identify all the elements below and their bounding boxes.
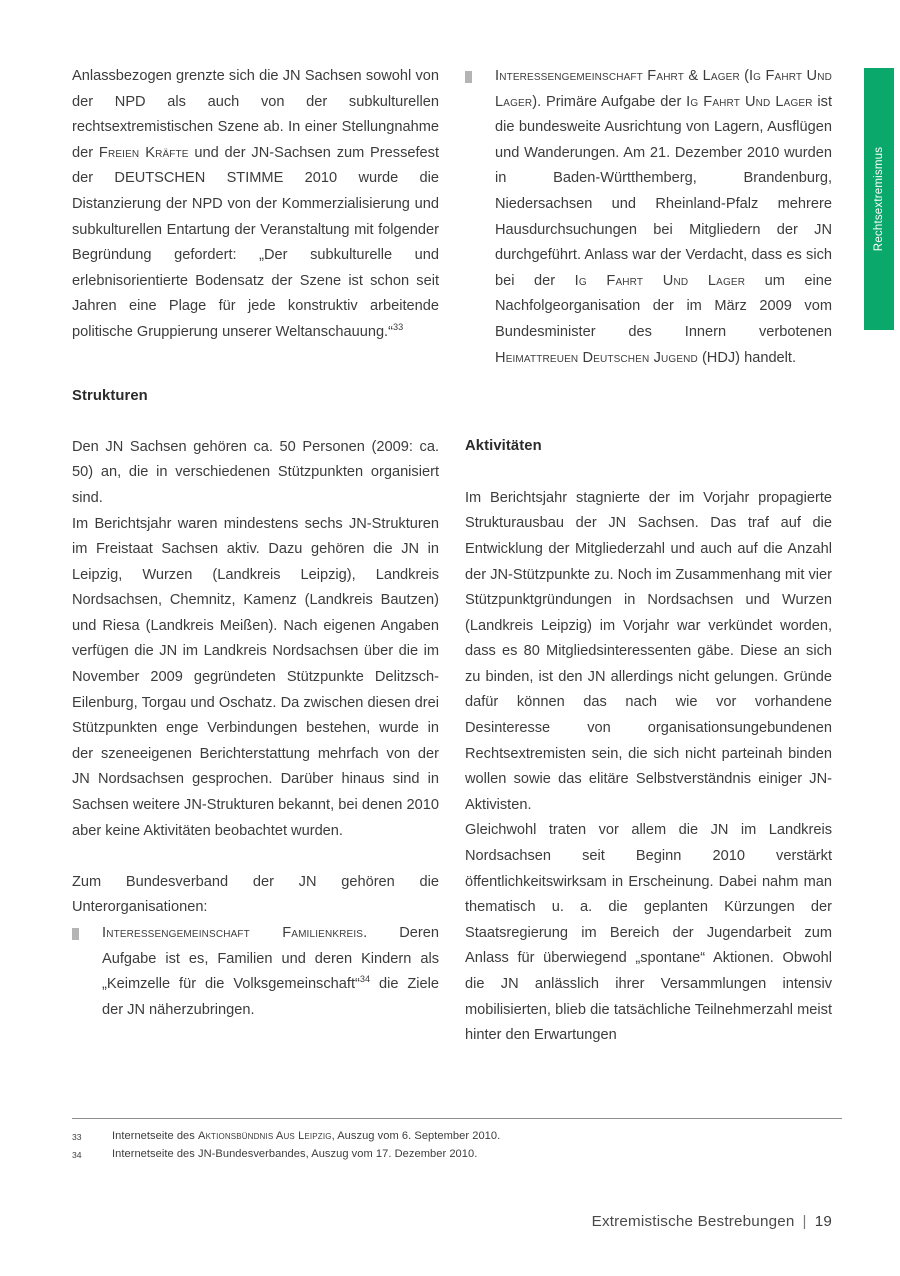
- footnote-34: [72, 1146, 832, 1164]
- page-number: 19: [814, 1213, 832, 1230]
- text-run: . Deren Aufgabe ist es, Familien und deren Kindern als „Keimzelle für die Volksgemeinschaft“: [102, 925, 439, 993]
- two-column-body: [72, 64, 832, 1094]
- text-run: Anlassbezogen grenzte sich die JN Sachsen sowohl von der NPD als auch von der subkulturellen rechtsextremistischen Szene ab. In einer Stellungnahme der: [72, 68, 439, 161]
- heading-strukturen: Strukturen: [72, 387, 148, 404]
- right-column: [465, 64, 832, 1094]
- footnote-divider: [72, 1118, 842, 1119]
- footer-separator: |: [802, 1213, 807, 1230]
- smallcaps-interessengemeinschaft-fahrt-lager: Interessengemeinschaft Fahrt & Lager: [495, 68, 740, 84]
- smallcaps-interessengemeinschaft-familienkreis: Interessengemeinschaft Familienkreis: [102, 925, 364, 941]
- footnote-text: [112, 1128, 500, 1145]
- smallcaps-freien-kraefte: Freien Kräfte: [98, 144, 189, 161]
- paragraph-mitgliederzahl: Den JN Sachsen gehören ca. 50 Personen (2009: ca. 50) an, die in verschiedenen Stützpunkten organisiert sind.: [72, 438, 439, 506]
- left-column: [72, 64, 439, 1094]
- footnotes-block: [72, 1118, 832, 1164]
- page-footer: [592, 1213, 832, 1230]
- list-item-text: [495, 64, 832, 371]
- footnote-number: 34: [72, 1150, 82, 1160]
- heading-aktivitaeten: Aktivitäten: [465, 438, 542, 455]
- list-item-familienkreis: [72, 921, 439, 1023]
- smallcaps-ig-fahrt-und-lager-3: Ig Fahrt Und Lager: [574, 272, 746, 289]
- chapter-tab-rechtsextremismus: [864, 68, 894, 330]
- paragraph-anlassbezogen: [72, 64, 439, 346]
- text-run: Internetseite des JN-Bundesverbandes, Auszug vom 17. Dezember 2010.: [112, 1148, 478, 1160]
- footnote-ref-34: 34: [359, 974, 371, 985]
- text-run: ). Primäre Aufgabe der: [532, 93, 687, 110]
- text-run: die Ziele der JN näherzubringen.: [102, 976, 439, 1018]
- smallcaps-aktionsbuendnis-aus-leipzig: Aktionsbündnis Aus Leipzig: [198, 1130, 332, 1142]
- footnote-text: [112, 1146, 477, 1163]
- text-run: ist die bundesweite Ausrichtung von Lagern, Ausflügen und Wanderungen. Am 21. Dezember 2010 wurden in Baden-Württhemberg, Brandenburg, Niedersachsen und Rheinland-Pfalz mehrere Hausdurchsuchungen bei Mitgliedern der JN durchgeführt. Anlass war der Verdacht, dass es sich bei der: [495, 93, 832, 289]
- smallcaps-ig-fahrt-und-lager-1: Ig Fahrt Und Lager: [495, 68, 832, 110]
- list-item-body: [472, 64, 832, 371]
- square-bullet-icon: [465, 71, 472, 83]
- footnote-33: [72, 1128, 832, 1146]
- text-run: um eine Nachfolgeorganisation der im März 2009 vom Bundesminister des Innern verbotenen: [495, 272, 832, 340]
- paragraph-jn-strukturen: Im Berichtsjahr waren mindestens sechs JN-Strukturen im Freistaat Sachsen aktiv. Dazu gehören die JN in Leipzig, Wurzen (Landkreis Leipzig), Landkreis Nordsachsen, Chemnitz, Kamenz (Landkreis Bautzen) und Riesa (Landkreis Meißen). Nach eigenen Angaben verfügen die JN im Landkreis Nordsachsen über die im November 2009 gegründeten Stützpunkte Delitzsch-Eilenburg, Torgau und Oschatz. Da zwischen diesen drei Stützpunkten enge Verbindungen bestehen, wurde in der szeneeigenen Berichterstattung mehrfach von der JN Nordsachsen gesprochen. Darüber hinaus sind in Sachsen weitere JN-Strukturen bekannt, bei denen 2010 aber keine Aktivitäten beobachtet wurden.: [72, 515, 439, 839]
- text-run: und der JN-Sachsen zum Pressefest der DEUTSCHEN STIMME 2010 wurde die Distanzierung der NPD von der Kommerzialisierung und subkulturellen Entartung der Veranstaltung mit folgender Begründung gefordert: „Der subkulturelle und erlebnisorientierte Bodensatz der Szene ist schon seit Jahren eine Plage für jede konstruktiv arbeitende politische Gruppierung unserer Weltanschauung.“: [72, 144, 440, 340]
- smallcaps-ig-fahrt-und-lager-2: Ig Fahrt Und Lager: [686, 93, 813, 110]
- paragraph-strukturausbau: Im Berichtsjahr stagnierte der im Vorjahr propagierte Strukturausbau der JN Sachsen. Das traf auf die Entwicklung der Mitgliederzahl und auch auf die Anzahl der JN-Stützpunkte zu. Noch im Zusammenhang mit vier Stützpunktgründungen in Nordsachsen und Wurzen (Landkreis Leipzig) im Vorjahr war verkündet worden, dass es 80 Mitgliedsinteressenten gäbe. Diese an sich zu binden, ist den JN allerdings nicht gelungen. Gründe dafür können das nach wie vor vorhandene Desinteresse von organisationsungebundenen Rechtsextremisten sein, die sich nicht parteinah binden wollen sowie das elitäre Selbstverständnis einiger JN-Aktivisten.: [465, 489, 832, 813]
- text-run: (: [739, 68, 749, 84]
- square-bullet-icon: [72, 928, 79, 940]
- text-run: , Auszug vom 6. September 2010.: [331, 1130, 501, 1142]
- list-item-ig-fahrt-und-lager: [465, 64, 832, 371]
- text-run: (HDJ) handelt.: [697, 349, 797, 366]
- smallcaps-heimattreuen-deutschen-jugend: Heimattreuen Deutschen Jugend: [495, 349, 698, 366]
- list-item-text: [102, 921, 439, 1023]
- footer-title: Extremistische Bestrebungen: [591, 1213, 795, 1230]
- chapter-tab-label: Rechtsextremismus: [873, 146, 885, 252]
- footnote-number: 33: [72, 1132, 82, 1142]
- text-run: Internetseite des: [112, 1130, 199, 1142]
- paragraph-bundesverband: Zum Bundesverband der JN gehören die Unterorganisationen:: [72, 873, 439, 916]
- paragraph-oeffentlichkeitswirksam: Gleichwohl traten vor allem die JN im Landkreis Nordsachsen seit Beginn 2010 verstärkt öffentlichkeitswirksam in Erscheinung. Dabei nahm man thematisch u. a. die geplanten Kürzungen der Staatsregierung im Bereich der Jugendarbeit zum Anlass für überwiegend „spontane“ Aktionen. Obwohl die JN anlässlich ihrer Versammlungen intensiv mobilisierten, blieb die tatsächliche Teilnehmerzahl meist hinter den Erwartungen: [465, 822, 832, 1044]
- list-item-body: [79, 921, 439, 1023]
- footnote-ref-33: 33: [392, 322, 404, 333]
